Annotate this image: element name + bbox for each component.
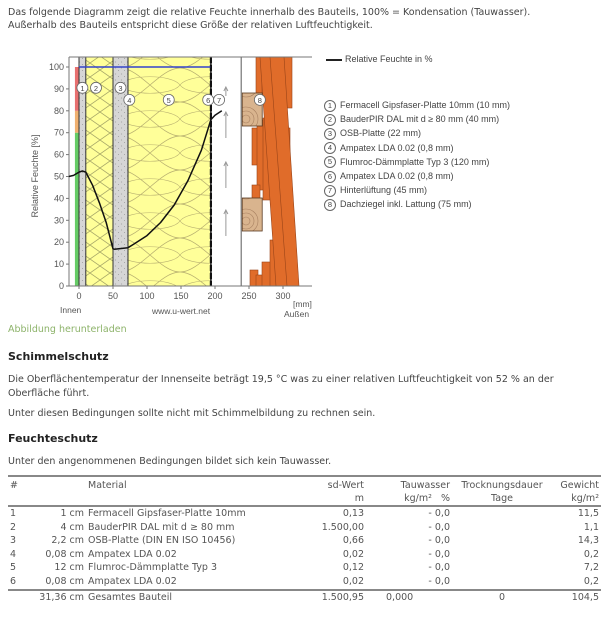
layer-badge-number: 8 [257, 95, 262, 105]
legend-item [324, 126, 510, 140]
col-sd: sd-Wert [300, 476, 366, 492]
download-figure-link[interactable]: Abbildung herunterladen [8, 324, 127, 335]
row-num: 1 [10, 508, 17, 519]
col-tauwasser: Tauwasser [366, 476, 452, 492]
y-tick-label: 60 [53, 149, 64, 160]
y-tick-label: 30 [53, 215, 64, 226]
row-tau: - 0,0 [428, 535, 450, 547]
unit-weight: kg/m² [552, 492, 601, 506]
total-tau: 0,000 [386, 591, 414, 603]
legend-label: Ampatex LDA 0.02 (0,8 mm) [340, 170, 454, 181]
empty-cell [30, 492, 86, 506]
layer-badge-number: 4 [127, 95, 132, 105]
empty-cell [86, 492, 300, 506]
row-weight: 11,5 [577, 508, 599, 519]
table-row [8, 521, 601, 535]
row-thickness: 12 cm [54, 562, 84, 574]
unit-tauwasser [366, 492, 452, 506]
row-weight: 1,1 [583, 521, 599, 533]
y-axis-label: Relative Feuchte [%] [30, 134, 40, 218]
row-dry [452, 534, 552, 548]
empty-cell [8, 590, 30, 605]
layer-badge-number: 2 [93, 83, 99, 93]
legend-item [324, 197, 510, 211]
y-tick-label: 80 [53, 105, 64, 116]
batten-2 [242, 198, 262, 231]
chart-legend [326, 54, 433, 64]
col-material: Material [86, 476, 300, 492]
row-num: 3 [10, 535, 17, 547]
y-tick-label: 70 [53, 127, 64, 138]
total-weight: 104,5 [571, 591, 599, 603]
x-tick-label: 250 [241, 291, 257, 301]
table-row [8, 575, 601, 590]
y-tick-label: 40 [53, 193, 64, 204]
legend-line-label: Relative Feuchte in % [345, 54, 433, 64]
legend-number: 4 [324, 142, 336, 154]
moisture-heading: Feuchteschutz [8, 432, 98, 445]
row-sd: 0,66 [342, 535, 364, 547]
layer-badge-number: 5 [166, 95, 171, 105]
table-row [8, 561, 601, 575]
legend-number: 6 [324, 171, 336, 183]
row-material: Fermacell Gipsfaser-Platte 10mm [88, 508, 246, 519]
x-tick-label: 150 [173, 291, 189, 301]
row-sd: 0,02 [342, 548, 364, 560]
y-tick-label: 20 [53, 237, 64, 248]
row-weight: 0,2 [583, 548, 599, 560]
x-label-outside: Außen [284, 309, 310, 319]
row-material: Flumroc-Dämmplatte Typ 3 [88, 562, 218, 574]
y-tick-label: 90 [53, 83, 64, 94]
table-row [8, 548, 601, 562]
legend-label: BauderPIR DAL mit d ≥ 80 mm (40 mm) [340, 114, 500, 125]
legend-number: 2 [324, 114, 336, 126]
x-tick-label: 200 [207, 291, 223, 301]
table-row [8, 506, 601, 521]
unit-tau-kg: kg/m² [404, 493, 432, 504]
y-tick-label: 100 [48, 62, 64, 72]
row-material: Ampatex LDA 0.02 [86, 575, 300, 590]
unit-sd: m [300, 492, 366, 506]
table-row [8, 534, 601, 548]
layer-table [8, 475, 601, 604]
row-sd: 0,13 [342, 508, 364, 519]
legend-item [324, 112, 510, 126]
row-dry [452, 521, 552, 535]
row-num: 2 [10, 521, 17, 533]
layer-badge-number: 7 [216, 95, 222, 105]
row-thickness: 4 cm [60, 521, 84, 533]
mold-heading: Schimmelschutz [8, 350, 109, 363]
legend-number: 8 [324, 199, 336, 211]
table-total-row [8, 590, 601, 605]
layer-5-hatch [129, 57, 211, 286]
row-weight: 0,2 [552, 575, 601, 590]
empty-cell [8, 492, 30, 506]
table-header-row [8, 476, 601, 492]
total-dry: 0 [498, 591, 506, 603]
legend-item [324, 98, 510, 112]
intro-text [8, 6, 530, 32]
row-dry [452, 575, 552, 590]
row-material: BauderPIR DAL mit d ≥ 80 mm [88, 521, 235, 533]
table-unit-row [8, 492, 601, 506]
row-num: 6 [8, 575, 30, 590]
legend-label: Flumroc-Dämmplatte Typ 3 (120 mm) [340, 156, 490, 167]
watermark: www.u-wert.net [152, 306, 211, 316]
row-thickness: 0,08 cm [45, 548, 84, 560]
x-axis-unit: [mm] [293, 299, 312, 309]
row-tau: - 0,0 [366, 575, 452, 590]
legend-label: Ampatex LDA 0.02 (0,8 mm) [340, 142, 454, 153]
x-label-inside: Innen [60, 305, 82, 315]
moisture-text: Unter den angenommenen Bedingungen bildet sich kein Tauwasser. [8, 456, 332, 467]
row-sd: 1.500,00 [321, 521, 364, 533]
legend-number: 5 [324, 156, 336, 168]
unit-tau-pct: % [440, 493, 450, 504]
legend-number: 1 [324, 100, 336, 112]
legend-label: Hinterlüftung (45 mm) [340, 185, 428, 196]
intro-line-2: Außerhalb des Bauteils entspricht diese Größe der relativen Luftfeuchtigkeit. [8, 20, 373, 31]
legend-number: 3 [324, 128, 336, 140]
layer-legend [324, 98, 510, 212]
mold-text: Die Oberflächentemperatur der Innenseite beträgt 19,5 °C was zu einer relativen Luftfeuchtigkeit von 52 % an der Oberfläche führt. [8, 374, 554, 399]
row-weight: 14,3 [577, 535, 599, 547]
row-weight: 7,2 [583, 562, 599, 574]
unit-drying: Tage [452, 492, 552, 506]
x-tick-label: 300 [275, 291, 291, 301]
total-material: Gesamtes Bauteil [88, 591, 172, 603]
legend-label: OSB-Platte (22 mm) [340, 128, 422, 139]
row-thickness: 0,08 cm [30, 575, 86, 590]
legend-item [324, 155, 510, 169]
layer-badge-number: 6 [206, 95, 211, 105]
row-material: Ampatex LDA 0.02 [88, 548, 177, 560]
row-tau: - 0,0 [428, 548, 450, 560]
mold-conclusion: Unter diesen Bedingungen sollte nicht mit Schimmelbildung zu rechnen sein. [8, 408, 376, 419]
col-drying: Trocknungsdauer [452, 476, 552, 492]
legend-item [324, 141, 510, 155]
layer-badge-number: 1 [80, 83, 85, 93]
x-tick-label: 0 [76, 291, 82, 301]
y-tick-label: 50 [53, 171, 64, 182]
total-sd: 1.500,95 [321, 591, 364, 603]
legend-item [324, 183, 510, 197]
row-sd: 0,12 [342, 562, 364, 574]
legend-label: Dachziegel inkl. Lattung (75 mm) [340, 199, 472, 210]
humidity-scale-green [75, 133, 79, 286]
row-thickness: 2,2 cm [51, 535, 84, 547]
row-tau: - 0,0 [428, 562, 450, 574]
layer-badge-number: 3 [118, 83, 123, 93]
row-tau: - 0,0 [428, 508, 450, 519]
legend-label: Fermacell Gipsfaser-Platte 10mm (10 mm) [340, 100, 511, 110]
x-tick-label: 50 [107, 291, 119, 301]
row-dry [452, 548, 552, 562]
legend-item [324, 169, 510, 183]
intro-line-1: Das folgende Diagramm zeigt die relative Feuchte innerhalb des Bauteils, 100% = Kondensation (Tauwasser). [8, 7, 531, 18]
row-tau: - 0,0 [428, 521, 450, 533]
humidity-chart [0, 48, 320, 323]
row-num: 4 [10, 548, 17, 560]
total-thickness: 31,36 cm [39, 591, 84, 603]
row-material: OSB-Platte (DIN EN ISO 10456) [88, 535, 236, 547]
x-tick-label: 100 [139, 291, 155, 301]
row-dry [452, 506, 552, 521]
col-thickness [30, 476, 86, 492]
legend-number: 7 [324, 185, 336, 197]
col-weight: Gewicht [552, 476, 601, 492]
row-sd: 0,02 [300, 575, 366, 590]
row-num: 5 [10, 562, 17, 574]
y-tick-label: 10 [53, 259, 64, 270]
row-thickness: 1 cm [60, 508, 84, 519]
legend-line-swatch [326, 59, 342, 61]
humidity-scale-orange [75, 111, 79, 133]
y-tick-label: 0 [58, 281, 64, 291]
row-dry [452, 561, 552, 575]
col-num: # [8, 476, 30, 492]
